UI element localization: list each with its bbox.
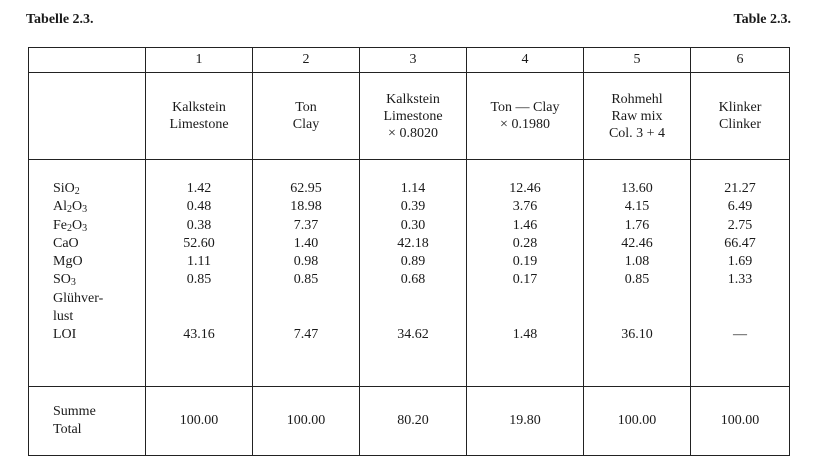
loi-label: Glühver-: [53, 290, 104, 306]
loi-label: LOI: [53, 327, 77, 343]
column-number: 4: [467, 48, 584, 73]
table-cell: 52.60: [183, 235, 215, 251]
total-cell: 100.00: [584, 387, 691, 456]
loi-cell: 34.62: [397, 327, 429, 343]
table-cell: 1.11: [187, 254, 211, 270]
value-column-4: [467, 160, 584, 387]
column-header: Klinker Clinker: [691, 73, 790, 160]
table-cell: 0.48: [186, 199, 212, 215]
column-header: Kalkstein Limestone × 0.8020: [360, 73, 467, 160]
total-cell: 80.20: [360, 387, 467, 456]
table-cell: 7.37: [293, 217, 319, 233]
value-column-3: [360, 160, 467, 387]
total-cell: 100.00: [146, 387, 253, 456]
table-cell: 1.40: [293, 235, 319, 251]
value-column-6: [691, 160, 790, 387]
table-cell: 0.17: [512, 272, 538, 288]
table-cell: 0.68: [400, 272, 426, 288]
column-number: 3: [360, 48, 467, 73]
composition-data-row: [29, 160, 790, 387]
component-label-column: [29, 160, 146, 387]
header-corner-cell: [29, 73, 146, 160]
component-label: $Al_2O_3$: [53, 199, 88, 216]
column-header: Kalkstein Limestone: [146, 73, 253, 160]
table-cell: 1.42: [186, 181, 212, 196]
table-cell: 1.69: [727, 254, 753, 270]
table-cell: 0.85: [293, 272, 319, 288]
component-label: MgO: [53, 254, 83, 270]
table-cell: 62.95: [290, 181, 322, 196]
table-cell: 18.98: [290, 199, 322, 215]
component-label: SiO$_2$: [53, 181, 80, 197]
loi-cell: 7.47: [293, 327, 319, 343]
column-number-row: [29, 48, 790, 73]
loi-cell: 1.48: [512, 327, 538, 343]
total-cell: 100.00: [253, 387, 360, 456]
table-caption-german: Tabelle 2.3.: [26, 12, 94, 27]
total-cell: 19.80: [467, 387, 584, 456]
table-cell: 4.15: [624, 199, 650, 215]
table-cell: 0.85: [624, 272, 650, 288]
table-cell: 2.75: [727, 217, 753, 233]
column-header: Ton Clay: [253, 73, 360, 160]
table-cell: 0.19: [512, 254, 538, 270]
table-cell: 0.85: [186, 272, 212, 288]
column-number: 5: [584, 48, 691, 73]
table-cell: 12.46: [509, 181, 541, 196]
component-label: $Fe_2O_3$: [53, 217, 88, 234]
component-label: $SO_3$: [53, 272, 76, 289]
value-column-1: [146, 160, 253, 387]
column-number: 1: [146, 48, 253, 73]
total-row: [29, 387, 790, 456]
column-header: Ton — Clay × 0.1980: [467, 73, 584, 160]
table-cell: 0.30: [400, 217, 426, 233]
table-cell: 6.49: [727, 199, 753, 215]
loi-label: lust: [53, 309, 74, 325]
column-header-row: [29, 73, 790, 160]
table-cell: 0.89: [400, 254, 426, 270]
value-column-2: [253, 160, 360, 387]
value-column-5: [584, 160, 691, 387]
component-label: CaO: [53, 235, 79, 251]
table-cell: 1.76: [624, 217, 650, 233]
table-cell: 42.18: [397, 235, 429, 251]
composition-table: [28, 47, 790, 456]
column-header: Rohmehl Raw mix Col. 3 + 4: [584, 73, 691, 160]
table-cell: 3.76: [512, 199, 538, 215]
table-cell: 21.27: [724, 181, 756, 196]
table-cell: 0.38: [186, 217, 212, 233]
table-cell: 0.98: [293, 254, 319, 270]
total-cell: 100.00: [691, 387, 790, 456]
column-number: 6: [691, 48, 790, 73]
table-cell: 13.60: [621, 181, 653, 196]
table-cell: 0.39: [400, 199, 426, 215]
table-cell: 1.14: [400, 181, 426, 196]
loi-cell: —: [733, 327, 747, 343]
corner-cell: [29, 48, 146, 73]
table-cell: 1.46: [512, 217, 538, 233]
table-cell: 0.28: [512, 235, 538, 251]
table-cell: 66.47: [724, 235, 756, 251]
column-number: 2: [253, 48, 360, 73]
loi-cell: 36.10: [621, 327, 653, 343]
table-cell: 1.33: [727, 272, 753, 288]
table-cell: 42.46: [621, 235, 653, 251]
table-caption-english: Table 2.3.: [733, 12, 791, 27]
table-cell: 1.08: [624, 254, 650, 270]
total-label: Summe Total: [29, 387, 146, 456]
loi-cell: 43.16: [183, 327, 215, 343]
